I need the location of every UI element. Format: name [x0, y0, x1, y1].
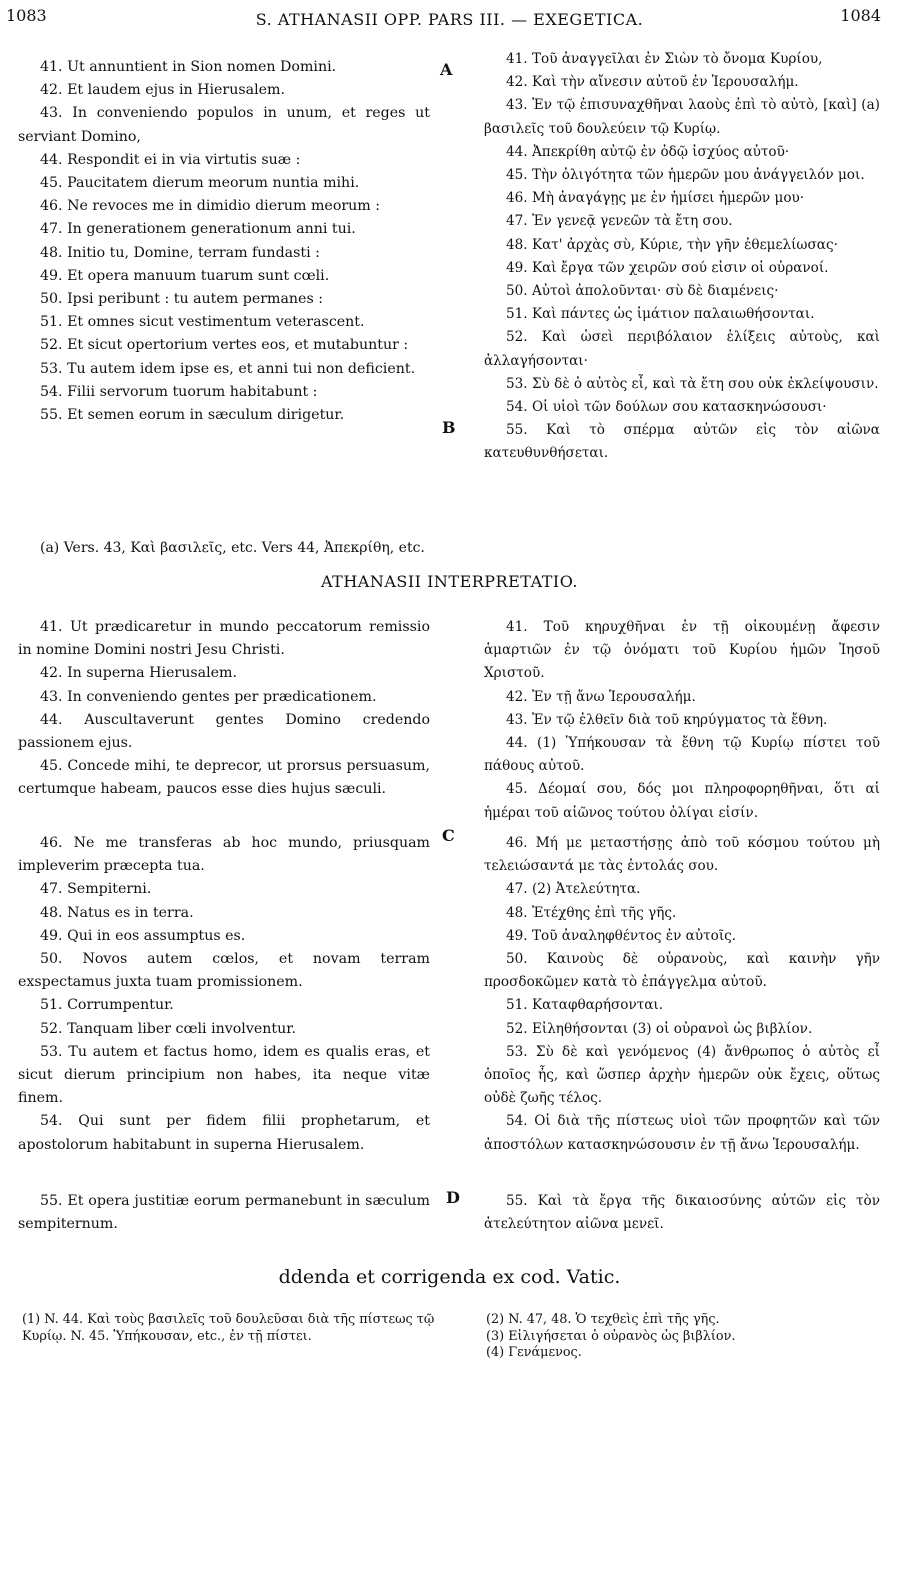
marginal-marker-c: C: [442, 826, 455, 845]
verse: 43. In conveniendo populos in unum, et reges ut serviant Domino,: [18, 105, 430, 145]
interpretation-greek-part1: [484, 616, 880, 825]
interpretation-latin-part1: [18, 616, 430, 802]
verse: 54. Οἱ διὰ τῆς πίστεως υἱοὶ τῶν προφητῶν καὶ τῶν ἀποστόλων κατασκηνώσουσιν ἐν τῇ ἄνω Ἱερουσαλήμ.: [484, 1113, 880, 1153]
verse: 41. Τοῦ κηρυχθῆναι ἐν τῇ οἰκουμένῃ ἄφεσιν ἁμαρτιῶν ἐν τῷ ὀνόματι τοῦ Κυρίου ἡμῶν Ἰησοῦ Χριστοῦ.: [484, 619, 880, 682]
verse: 49. Τοῦ ἀναληφθέντος ἐν αὐτοῖς.: [506, 927, 737, 944]
column-number-right: 1084: [840, 6, 881, 25]
verse: 51. Καταφθαρήσονται.: [506, 997, 664, 1014]
verse: 48. Natus es in terra.: [40, 904, 194, 921]
verse: 51. Corrumpentur.: [40, 997, 174, 1014]
verse: 51. Et omnes sicut vestimentum veterascent.: [40, 314, 365, 331]
footnote: (1) N. 44. Καὶ τοὺς βασιλεῖς τοῦ δουλεῦσαι διὰ τῆς πίστεως τῷ Κυρίῳ. N. 45. Ὑπήκουσαν, etc., ἐν τῇ πίστει.: [22, 1312, 435, 1344]
verse: 47. Ἐν γενεᾷ γενεῶν τὰ ἔτη σου.: [506, 213, 733, 230]
verse: 47. In generationem generationum anni tui.: [40, 221, 356, 238]
verse: 50. Καινοὺς δὲ οὐρανοὺς, καὶ καινὴν γῆν προσδοκῶμεν κατὰ τὸ ἐπάγγελμα αὐτοῦ.: [484, 951, 880, 991]
top-greek-column: [484, 48, 880, 466]
verse: 50. Ipsi peribunt : tu autem permanes :: [40, 291, 324, 308]
verse: 46. Ne me transferas ab hoc mundo, priusquam impleverim præcepta tua.: [18, 835, 430, 875]
verse: 53. Tu autem idem ipse es, et anni tui non deficient.: [40, 360, 416, 377]
interpretation-latin-part3: [18, 1190, 430, 1236]
verse: 53. Σὺ δὲ ὁ αὐτὸς εἶ, καὶ τὰ ἔτη σου οὐκ ἐκλείψουσιν.: [506, 375, 879, 392]
verse: 44. (1) Ὑπήκουσαν τὰ ἔθνη τῷ Κυρίῳ πίστει τοῦ πάθους αὐτοῦ.: [484, 735, 880, 775]
verse: 55. Καὶ τὸ σπέρμα αὐτῶν εἰς τὸν αἰῶνα κατευθυνθήσεται.: [484, 422, 880, 462]
verse: 42. Ἐν τῇ ἄνω Ἱερουσαλήμ.: [506, 688, 696, 705]
verse: 44. Respondit ei in via virtutis suæ :: [40, 151, 301, 168]
verse: 47. Sempiterni.: [40, 881, 152, 898]
verse: 48. Ἐτέχθης ἐπὶ τῆς γῆς.: [506, 904, 677, 921]
verse: 41. Τοῦ ἀναγγεῖλαι ἐν Σιὼν τὸ ὄνομα Κυρίου,: [506, 51, 823, 67]
verse: 50. Novos autem cœlos, et novam terram exspectamus juxta tuam promissionem.: [18, 951, 430, 991]
verse: 47. (2) Ἀτελεύτητα.: [506, 881, 641, 898]
verse: 46. Μὴ ἀναγάγῃς με ἐν ἡμίσει ἡμερῶν μου·: [506, 190, 805, 207]
verse: 41. Ut prædicaretur in mundo peccatorum remissio in nomine Domini nostri Jesu Christi.: [18, 619, 430, 659]
footnote: (4) Γενάμενος.: [486, 1345, 582, 1360]
verse: 45. Concede mihi, te deprecor, ut prorsus persuasum, certumque habeam, paucos esse dies hujus sæculi.: [18, 758, 430, 798]
verse: 49. Καὶ ἔργα τῶν χειρῶν σού εἰσιν οἱ οὐρανοί.: [506, 259, 829, 276]
verse: 55. Et opera justitiæ eorum permanebunt in sæculum sempiternum.: [18, 1193, 430, 1233]
footnote: (2) N. 47, 48. Ὁ τεχθεὶς ἐπὶ τῆς γῆς.: [486, 1312, 720, 1327]
marginal-marker-d: D: [446, 1188, 460, 1207]
verse: 52. Tanquam liber cœli involventur.: [40, 1020, 296, 1037]
footnote: (3) Εἰλιγήσεται ὁ οὐρανὸς ὡς βιβλίον.: [486, 1328, 736, 1344]
verse: 52. Καὶ ὡσεὶ περιβόλαιον ἑλίξεις αὐτοὺς, καὶ ἀλλαγήσονται·: [484, 329, 880, 369]
verse: 53. Tu autem et factus homo, idem es qualis eras, et sicut dierum principium non habes, ita neque vitæ finem.: [18, 1043, 430, 1107]
interpretation-greek-part2: [484, 832, 880, 1157]
verse: 52. Εἰληθήσονται (3) οἱ οὐρανοὶ ὡς βιβλίον.: [506, 1020, 813, 1037]
verse: 49. Et opera manuum tuarum sunt cœli.: [40, 267, 330, 284]
verse: 49. Qui in eos assumptus es.: [40, 927, 246, 944]
verse: 55. Et semen eorum in sæculum dirigetur.: [40, 407, 345, 424]
column-number-left: 1083: [6, 6, 47, 25]
verse: 41. Ut annuntient in Sion nomen Domini.: [40, 59, 337, 75]
verse: 43. Ἐν τῷ ἐπισυναχθῆναι λαοὺς ἐπὶ τὸ αὐτὸ, [καὶ] (a) βασιλεῖς τοῦ δουλεύειν τῷ Κυρίῳ.: [484, 97, 880, 137]
verse: 42. In superna Hierusalem.: [40, 665, 237, 682]
addenda-title: ddenda et corrigenda ex cod. Vatic.: [278, 1266, 621, 1288]
verse: 42. Καὶ τὴν αἴνεσιν αὐτοῦ ἐν Ἱερουσαλήμ.: [506, 74, 799, 91]
verse: 51. Καὶ πάντες ὡς ἱμάτιον παλαιωθήσονται.: [506, 306, 815, 323]
verse: 54. Οἱ υἱοὶ τῶν δούλων σου κατασκηνώσουσι·: [506, 399, 827, 416]
verse: 52. Et sicut opertorium vertes eos, et mutabuntur :: [40, 337, 409, 354]
marginal-marker-a: A: [440, 60, 453, 79]
verse: 48. Initio tu, Domine, terram fundasti :: [40, 244, 320, 261]
verse: 44. Auscultaverunt gentes Domino credendo passionem ejus.: [18, 711, 430, 752]
verse: 43. Ἐν τῷ ἐλθεῖν διὰ τοῦ κηρύγματος τὰ ἔθνη.: [506, 711, 828, 728]
section-title: ATHANASII INTERPRETATIO.: [320, 572, 579, 591]
verse: 53. Σὺ δὲ καὶ γενόμενος (4) ἄνθρωπος ὁ αὐτὸς εἶ ὁποῖος ἦς, καὶ ὥσπερ ἀρχὴν ἡμερῶν οὐκ ἔχεις, οὕτως οὐδὲ ζωῆς τέλος.: [484, 1043, 880, 1107]
verse: 44. Ἀπεκρίθη αὐτῷ ἐν ὁδῷ ἰσχύος αὐτοῦ·: [506, 143, 790, 160]
interpretation-latin-part2: [18, 832, 430, 1157]
verse: 46. Ne revoces me in dimidio dierum meorum :: [40, 198, 381, 215]
verse: 46. Μή με μεταστήσῃς ἀπὸ τοῦ κόσμου τούτου μὴ τελειώσαντά με τὰς ἐντολάς σου.: [484, 835, 880, 875]
interpretation-greek-part3: [484, 1190, 880, 1236]
top-latin-column: [18, 56, 430, 427]
verse: 45. Τὴν ὀλιγότητα τῶν ἡμερῶν μου ἀνάγγειλόν μοι.: [506, 167, 865, 184]
running-head: S. ATHANASII OPP. PARS III. — EXEGETICA.: [255, 10, 644, 29]
verse: 54. Qui sunt per fidem filii prophetarum, et apostolorum habitabunt in superna Hierusalem.: [18, 1113, 430, 1153]
marginal-marker-b: B: [442, 418, 456, 437]
verse: 55. Καὶ τὰ ἔργα τῆς δικαιοσύνης αὐτῶν εἰς τὸν ἀτελεύτητον αἰῶνα μενεῖ.: [484, 1193, 880, 1233]
variant-note: (a) Vers. 43, Καὶ βασιλεῖς, etc. Vers 44, Ἀπεκρίθη, etc.: [40, 540, 425, 556]
verse: 45. Δέομαί σου, δός μοι πληροφορηθῆναι, ὅτι αἱ ἡμέραι τοῦ αἰῶνος τούτου ὀλίγαι εἰσίν.: [484, 781, 880, 821]
verse: 48. Κατ' ἀρχὰς σὺ, Κύριε, τὴν γῆν ἐθεμελίωσας·: [506, 236, 838, 253]
verse: 45. Paucitatem dierum meorum nuntia mihi.: [40, 175, 360, 192]
verse: 43. In conveniendo gentes per prædicationem.: [40, 688, 377, 705]
verse: 54. Filii servorum tuorum habitabunt :: [40, 383, 318, 400]
verse: 42. Et laudem ejus in Hierusalem.: [40, 82, 285, 99]
addenda-right: [486, 1312, 876, 1362]
addenda-left: [22, 1312, 442, 1345]
verse: 50. Αὐτοὶ ἀπολοῦνται· σὺ δὲ διαμένεις·: [506, 283, 779, 300]
